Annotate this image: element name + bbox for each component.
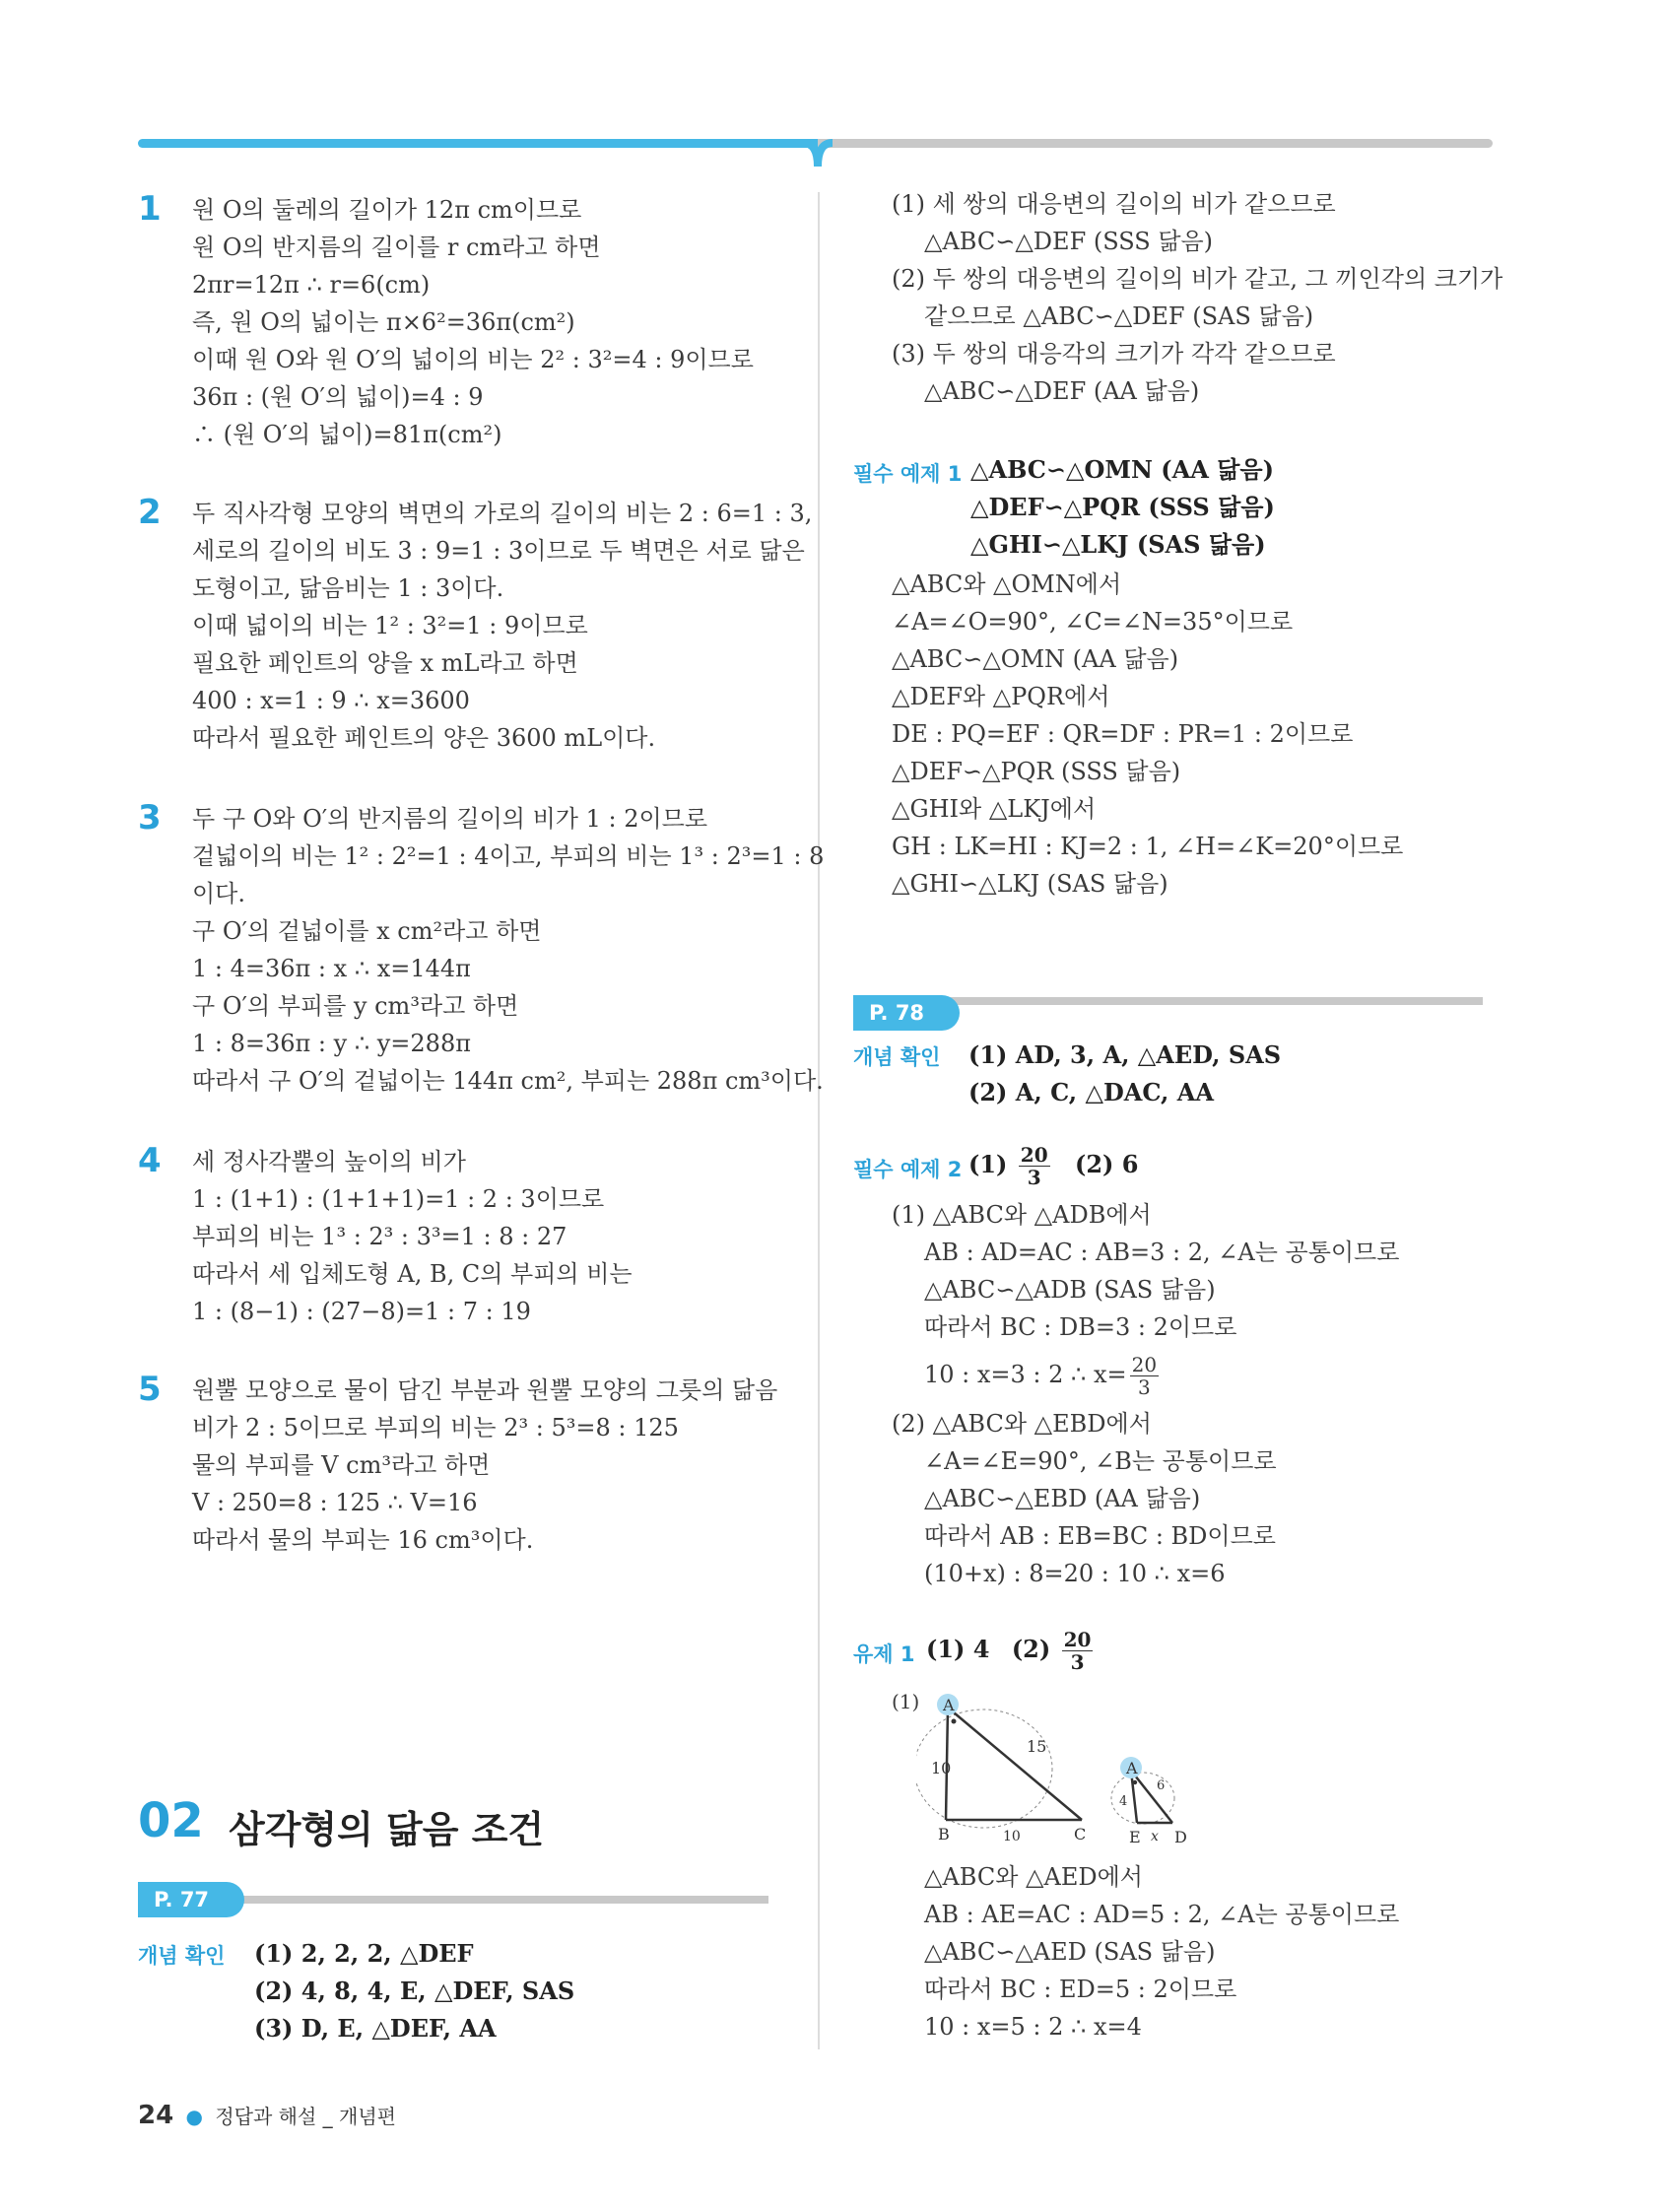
header-bar-right bbox=[818, 139, 1493, 148]
text-line: △DEF와 △PQR에서 bbox=[892, 683, 1110, 710]
text-line: 따라서 BC : DB=3 : 2이므로 bbox=[924, 1313, 1237, 1341]
text-line: △ABC∽△AED (SAS 닮음) bbox=[924, 1938, 1216, 1966]
text-line: 따라서 세 입체도형 A, B, C의 부피의 비는 bbox=[192, 1260, 633, 1288]
text-line: 10 : x=5 : 2 ∴ x=4 bbox=[924, 2013, 1142, 2041]
text-line: ∠A=∠E=90°, ∠B는 공통이므로 bbox=[924, 1447, 1277, 1475]
text-line: △GHI∽△LKJ (SAS 닮음) bbox=[892, 870, 1168, 898]
bullet-icon: ● bbox=[185, 2105, 203, 2128]
side-label-x: x bbox=[1151, 1829, 1159, 1844]
side-label-15: 15 bbox=[1027, 1737, 1047, 1756]
text-line: 1 : 4=36π : x ∴ x=144π bbox=[192, 955, 471, 982]
denominator: 3 bbox=[1070, 1650, 1085, 1674]
text-line-with-fraction bbox=[924, 1350, 1162, 1399]
text-line: 도형이고, 닮음비는 1 : 3이다. bbox=[192, 574, 504, 602]
concept-check-label: 개념 확인 bbox=[138, 1944, 226, 1968]
text-line: 필요한 페인트의 양을 x mL라고 하면 bbox=[192, 649, 578, 677]
vertex-a2-label: A bbox=[1126, 1759, 1138, 1777]
answer-line: (3) D, E, △DEF, AA bbox=[254, 2014, 497, 2043]
triangle-figure bbox=[916, 1690, 1212, 1852]
text-line: 원 O의 반지름의 길이를 r cm라고 하면 bbox=[192, 234, 601, 261]
footer-text: 정답과 해설 _ 개념편 bbox=[215, 2105, 396, 2128]
numerator: 20 bbox=[1020, 1143, 1048, 1167]
text-line: 따라서 AB : EB=BC : BD이므로 bbox=[924, 1522, 1276, 1550]
fraction bbox=[1130, 1354, 1159, 1398]
text-line: △GHI와 △LKJ에서 bbox=[892, 795, 1097, 823]
text-line: DE : PQ=EF : QR=DF : PR=1 : 2이므로 bbox=[892, 720, 1354, 748]
text-line: 이다. bbox=[192, 880, 245, 907]
text-line: 세로의 길이의 비도 3 : 9=1 : 3이므로 두 벽면은 서로 닮은 bbox=[192, 537, 805, 565]
text-line: △ABC∽△DEF (AA 닮음) bbox=[924, 377, 1200, 405]
text-line: 400 : x=1 : 9 ∴ x=3600 bbox=[192, 687, 470, 714]
text-line: 비가 2 : 5이므로 부피의 비는 2³ : 5³=8 : 125 bbox=[192, 1414, 679, 1441]
problem-number: 4 bbox=[138, 1141, 162, 1180]
text-line: 이때 넓이의 비는 1² : 3²=1 : 9이므로 bbox=[192, 612, 588, 639]
text-part: 10 : x=3 : 2 ∴ x= bbox=[924, 1361, 1127, 1388]
text-line: 원뿔 모양으로 물이 담긴 부분과 원뿔 모양의 그릇의 닮음 bbox=[192, 1376, 778, 1404]
text-line: 두 구 O와 O′의 반지름의 길이의 비가 1 : 2이므로 bbox=[192, 805, 708, 833]
section-number: 02 bbox=[138, 1793, 204, 1848]
text-line: 이때 원 O와 원 O′의 넓이의 비는 2² : 3²=4 : 9이므로 bbox=[192, 346, 754, 373]
text-line: GH : LK=HI : KJ=2 : 1, ∠H=∠K=20°이므로 bbox=[892, 833, 1404, 860]
side-label-4: 4 bbox=[1119, 1794, 1128, 1809]
problem-number: 2 bbox=[138, 493, 162, 532]
vertex-a-label: A bbox=[943, 1696, 955, 1714]
example-label: 필수 예제 2 bbox=[853, 1158, 963, 1181]
text-line: △ABC∽△EBD (AA 닮음) bbox=[924, 1485, 1201, 1512]
fraction bbox=[1062, 1629, 1094, 1673]
text-line: ∠A=∠O=90°, ∠C=∠N=35°이므로 bbox=[892, 608, 1294, 636]
answer-part: (1) bbox=[968, 1150, 1008, 1178]
page-ref-tag: P. 78 bbox=[853, 995, 960, 1031]
section-title: 삼각형의 닮음 조건 bbox=[229, 1808, 545, 1851]
text-line: 원 O의 둘레의 길이가 12π cm이므로 bbox=[192, 196, 582, 224]
text-line: ∴ (원 O′의 넓이)=81π(cm²) bbox=[192, 421, 502, 448]
text-line: AB : AD=AC : AB=3 : 2, ∠A는 공통이므로 bbox=[924, 1239, 1400, 1266]
numerator: 20 bbox=[1063, 1628, 1092, 1651]
text-line: △ABC∽△DEF (SSS 닮음) bbox=[924, 228, 1214, 255]
text-line: 1 : 8=36π : y ∴ y=288π bbox=[192, 1030, 471, 1057]
vertex-c-label: C bbox=[1074, 1825, 1087, 1843]
example-label: 필수 예제 1 bbox=[853, 462, 963, 486]
numerator: 20 bbox=[1131, 1353, 1158, 1376]
page-ref-tag: P. 77 bbox=[138, 1882, 244, 1917]
text-line: 따라서 물의 부피는 16 cm³이다. bbox=[192, 1526, 534, 1554]
denominator: 3 bbox=[1137, 1375, 1151, 1399]
text-line: 2πr=12π ∴ r=6(cm) bbox=[192, 271, 431, 299]
angle-mark-small bbox=[1133, 1780, 1137, 1784]
text-line: 1 : (1+1) : (1+1+1)=1 : 2 : 3이므로 bbox=[192, 1185, 605, 1213]
text-line: (2) 두 쌍의 대응변의 길이의 비가 같고, 그 끼인각의 크기가 bbox=[892, 265, 1503, 293]
text-line: △ABC∽△OMN (AA 닮음) bbox=[892, 645, 1179, 673]
vertex-d-label: D bbox=[1174, 1828, 1187, 1846]
text-line: 36π : (원 O′의 넓이)=4 : 9 bbox=[192, 383, 484, 411]
figure-label: (1) bbox=[892, 1690, 920, 1713]
text-line: 겉넓이의 비는 1² : 2²=1 : 4이고, 부피의 비는 1³ : 2³=1 : 8 bbox=[192, 842, 825, 870]
page-ref-bar bbox=[926, 997, 1483, 1005]
text-line: △DEF∽△PQR (SSS 닮음) bbox=[892, 758, 1181, 785]
problem-number: 1 bbox=[138, 189, 162, 229]
text-line: (3) 두 쌍의 대응각의 크기가 각각 같으므로 bbox=[892, 340, 1336, 368]
answer-line: (2) A, C, △DAC, AA bbox=[968, 1078, 1215, 1106]
text-line: (10+x) : 8=20 : 10 ∴ x=6 bbox=[924, 1560, 1226, 1587]
example-answers bbox=[968, 1141, 1138, 1188]
problem-number: 5 bbox=[138, 1370, 162, 1409]
fraction bbox=[1019, 1144, 1050, 1188]
side-ac bbox=[948, 1708, 1082, 1820]
side-label-6: 6 bbox=[1157, 1778, 1166, 1793]
text-line: 즉, 원 O의 넓이는 π×6²=36π(cm²) bbox=[192, 308, 575, 336]
vertex-b-label: B bbox=[938, 1825, 950, 1843]
concept-check-label: 개념 확인 bbox=[853, 1045, 941, 1069]
exercise-answers bbox=[926, 1626, 1096, 1673]
text-line: (1) △ABC와 △ADB에서 bbox=[892, 1201, 1152, 1229]
header-notch bbox=[803, 139, 833, 168]
text-line: 1 : (8−1) : (27−8)=1 : 7 : 19 bbox=[192, 1298, 531, 1325]
text-line: 따라서 구 O′의 겉넓이는 144π cm², 부피는 288π cm³이다. bbox=[192, 1067, 824, 1095]
text-line: (2) △ABC와 △EBD에서 bbox=[892, 1410, 1152, 1438]
text-line: 두 직사각형 모양의 벽면의 가로의 길이의 비는 2 : 6=1 : 3, bbox=[192, 500, 813, 527]
answer-part: (1) 4 bbox=[926, 1635, 990, 1663]
side-label-10: 10 bbox=[931, 1759, 952, 1777]
text-line: 따라서 BC : ED=5 : 2이므로 bbox=[924, 1976, 1237, 2003]
page-number: 24 bbox=[138, 2101, 174, 2130]
text-line: 세 정사각뿔의 높이의 비가 bbox=[192, 1148, 466, 1175]
text-line: 따라서 필요한 페인트의 양은 3600 mL이다. bbox=[192, 724, 656, 752]
text-line: V : 250=8 : 125 ∴ V=16 bbox=[192, 1489, 478, 1516]
problem-number: 3 bbox=[138, 798, 162, 838]
answer-line: (2) 4, 8, 4, E, △DEF, SAS bbox=[254, 1977, 575, 2005]
header-bar-left bbox=[138, 139, 818, 148]
page-ref-bar bbox=[217, 1896, 768, 1904]
exercise-label: 유제 1 bbox=[853, 1642, 915, 1666]
side-label-bc: 10 bbox=[1003, 1829, 1021, 1844]
vertex-e-label: E bbox=[1129, 1828, 1141, 1846]
denominator: 3 bbox=[1027, 1166, 1041, 1189]
text-line: AB : AE=AC : AD=5 : 2, ∠A는 공통이므로 bbox=[924, 1901, 1400, 1928]
text-line: 구 O′의 겉넓이를 x cm²라고 하면 bbox=[192, 917, 542, 945]
text-line: △ABC와 △OMN에서 bbox=[892, 570, 1122, 598]
answer-line: △GHI∽△LKJ (SAS 닮음) bbox=[970, 530, 1266, 559]
answer-line: △DEF∽△PQR (SSS 닮음) bbox=[970, 493, 1275, 521]
answer-part: (2) 6 bbox=[1074, 1150, 1139, 1178]
text-line: △ABC와 △AED에서 bbox=[924, 1863, 1143, 1891]
answer-line: (1) AD, 3, A, △AED, SAS bbox=[968, 1040, 1282, 1069]
answer-line: (1) 2, 2, 2, △DEF bbox=[254, 1939, 474, 1968]
text-line: 같으므로 △ABC∽△DEF (SAS 닮음) bbox=[924, 302, 1314, 330]
text-line: 구 O′의 부피를 y cm³라고 하면 bbox=[192, 992, 519, 1020]
column-divider bbox=[818, 192, 820, 2049]
text-line: 부피의 비는 1³ : 2³ : 3³=1 : 8 : 27 bbox=[192, 1223, 567, 1250]
answer-part: (2) bbox=[1011, 1635, 1051, 1663]
text-line: △ABC∽△ADB (SAS 닮음) bbox=[924, 1276, 1216, 1304]
answer-line: △ABC∽△OMN (AA 닮음) bbox=[970, 455, 1274, 484]
angle-mark bbox=[952, 1719, 957, 1724]
page-footer bbox=[138, 2101, 396, 2130]
text-line: (1) 세 쌍의 대응변의 길이의 비가 같으므로 bbox=[892, 190, 1336, 218]
text-line: 물의 부피를 V cm³라고 하면 bbox=[192, 1451, 491, 1479]
